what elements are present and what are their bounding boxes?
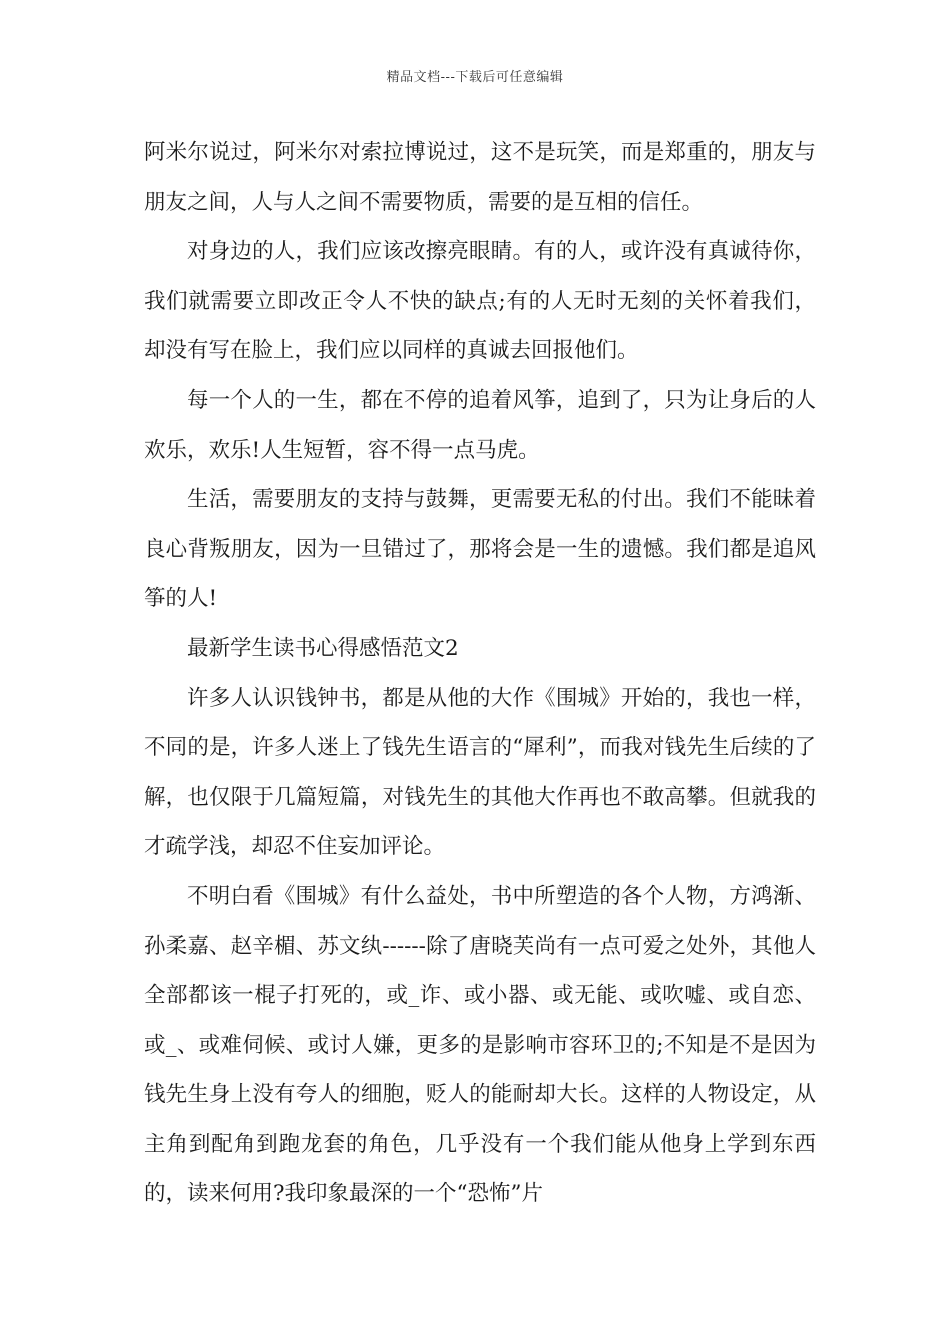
paragraph-4: 生活，需要朋友的支持与鼓舞，更需要无私的付出。我们不能昧着良心背叛朋友，因为一旦错过了，那将会是一生的遗憾。我们都是追风筝的人!	[144, 487, 816, 612]
document-body	[144, 128, 816, 1219]
paragraph-3: 每一个人的一生，都在不停的追着风筝，追到了，只为让身后的人欢乐，欢乐!人生短暂，容不得一点马虎。	[144, 387, 816, 463]
paragraph-5: 许多人认识钱钟书，都是从他的大作《围城》开始的，我也一样，不同的是，许多人迷上了钱先生语言的“犀利”，而我对钱先生后续的了解，也仅限于几篇短篇，对钱先生的其他大作再也不敢高攀。但就我的才疏学浅，却忍不住妄加评论。	[144, 685, 816, 860]
paragraph-1: 阿米尔说过，阿米尔对索拉博说过，这不是玩笑，而是郑重的，朋友与朋友之间，人与人之间不需要物质，需要的是互相的信任。	[144, 140, 816, 215]
page-header: 精品文档---下载后可任意编辑	[386, 70, 564, 85]
section-heading: 最新学生读书心得感悟范文2	[187, 635, 459, 661]
paragraph-2: 对身边的人，我们应该改擦亮眼睛。有的人，或许没有真诚待你，我们就需要立即改正令人不快的缺点;有的人无时无刻的关怀着我们，却没有写在脸上，我们应以同样的真诚去回报他们。	[144, 239, 816, 364]
paragraph-6: 不明白看《围城》有什么益处，书中所塑造的各个人物，方鸿渐、孙柔嘉、赵辛楣、苏文纨------除了唐晓芙尚有一点可爱之处外，其他人全部都该一棍子打死的，或_诈、或小器、或无能、或吹嘘、或自恋、或_、或难伺候、或讨人嫌，更多的是影响市容环卫的;不知是不是因为钱先生身上没有夸人的细胞，贬人的能耐却大长。这样的人物设定，从主角到配角到跑龙套的角色，几乎没有一个我们能从他身上学到东西的，读来何用?我印象最深的一个“恐怖”片	[144, 883, 816, 1207]
